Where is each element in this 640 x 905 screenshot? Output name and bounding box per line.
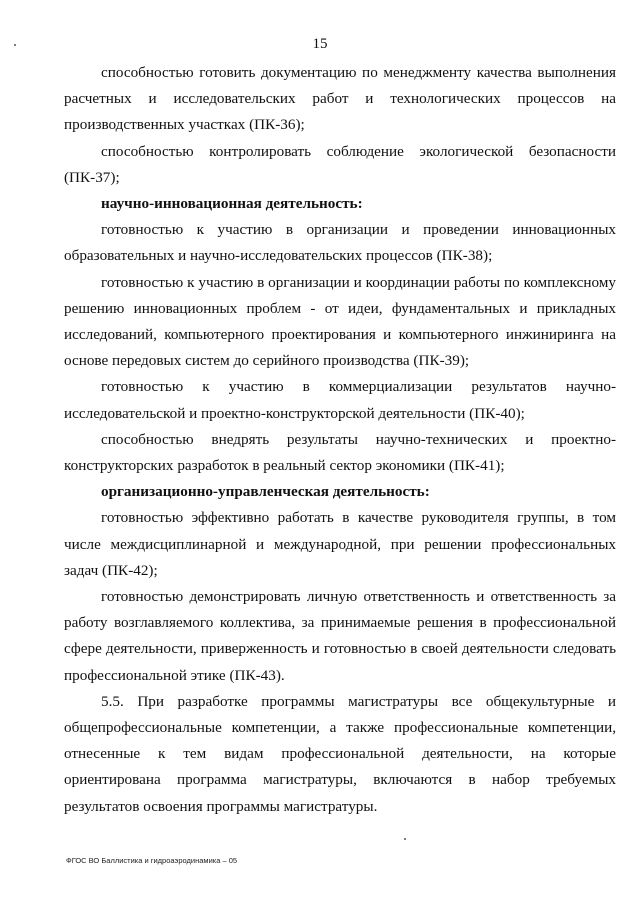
scan-speck xyxy=(404,838,406,840)
paragraph-pk37: способностью контролировать соблюдение экологической безопасности (ПК-37); xyxy=(64,142,616,186)
paragraph-pk43: готовностью демонстрировать личную ответственность и ответственность за работу возглавляемого коллектива, за принимаемые решения в профессиональной сфере деятельности, приверженность и готовностью в своей деятельности следовать профессиональной этике (ПК-43). xyxy=(64,588,616,684)
paragraph-pk38: готовностью к участию в организации и проведении инновационных образовательных и научно-исследовательских процессов (ПК-38); xyxy=(64,221,616,265)
paragraph-pk41: способностью внедрять результаты научно-технических и проектно-конструкторских разработок в реальный сектор экономики (ПК-41); xyxy=(64,430,616,475)
paragraph-section-5-5: 5.5. При разработке программы магистратуры все общекультурные и общепрофессиональные компетенции, а также профессиональные компетенции, отнесенные к тем видам профессиональной деятельности, на которые ориентирована программа магистратуры, включаются в набор требуемых результатов освоения программы магистратуры. xyxy=(64,692,616,815)
paragraph-pk40: готовностью к участию в коммерциализации результатов научно-исследовательской и проектно-конструкторской деятельности (ПК-40); xyxy=(64,378,616,422)
paragraph-pk42: готовностью эффективно работать в качестве руководителя группы, в том числе междисциплинарной и международной, при решении профессиональных задач (ПК-42); xyxy=(64,509,616,579)
document-footer: ФГОС ВО Баллистика и гидроаэродинамика – 05 xyxy=(66,856,238,865)
section-heading-research-innovation: научно-инновационная деятельность: xyxy=(101,195,363,213)
paragraph-pk36: способностью готовить документацию по менеджменту качества выполнения расчетных и исследовательских работ и технологических процессов на производственных участках (ПК-36); xyxy=(64,64,616,134)
section-heading-organizational-management: организационно-управленческая деятельность: xyxy=(101,483,430,501)
document-body xyxy=(64,60,616,820)
page-number: 15 xyxy=(312,36,328,52)
paragraph-pk39: готовностью к участию в организации и координации работы по комплексному решению инновационных проблем - от идеи, фундаментальных и прикладных исследований, компьютерного проектирования и компьютерного инжиниринга на основе передовых систем до серийного производства (ПК-39); xyxy=(64,273,616,370)
